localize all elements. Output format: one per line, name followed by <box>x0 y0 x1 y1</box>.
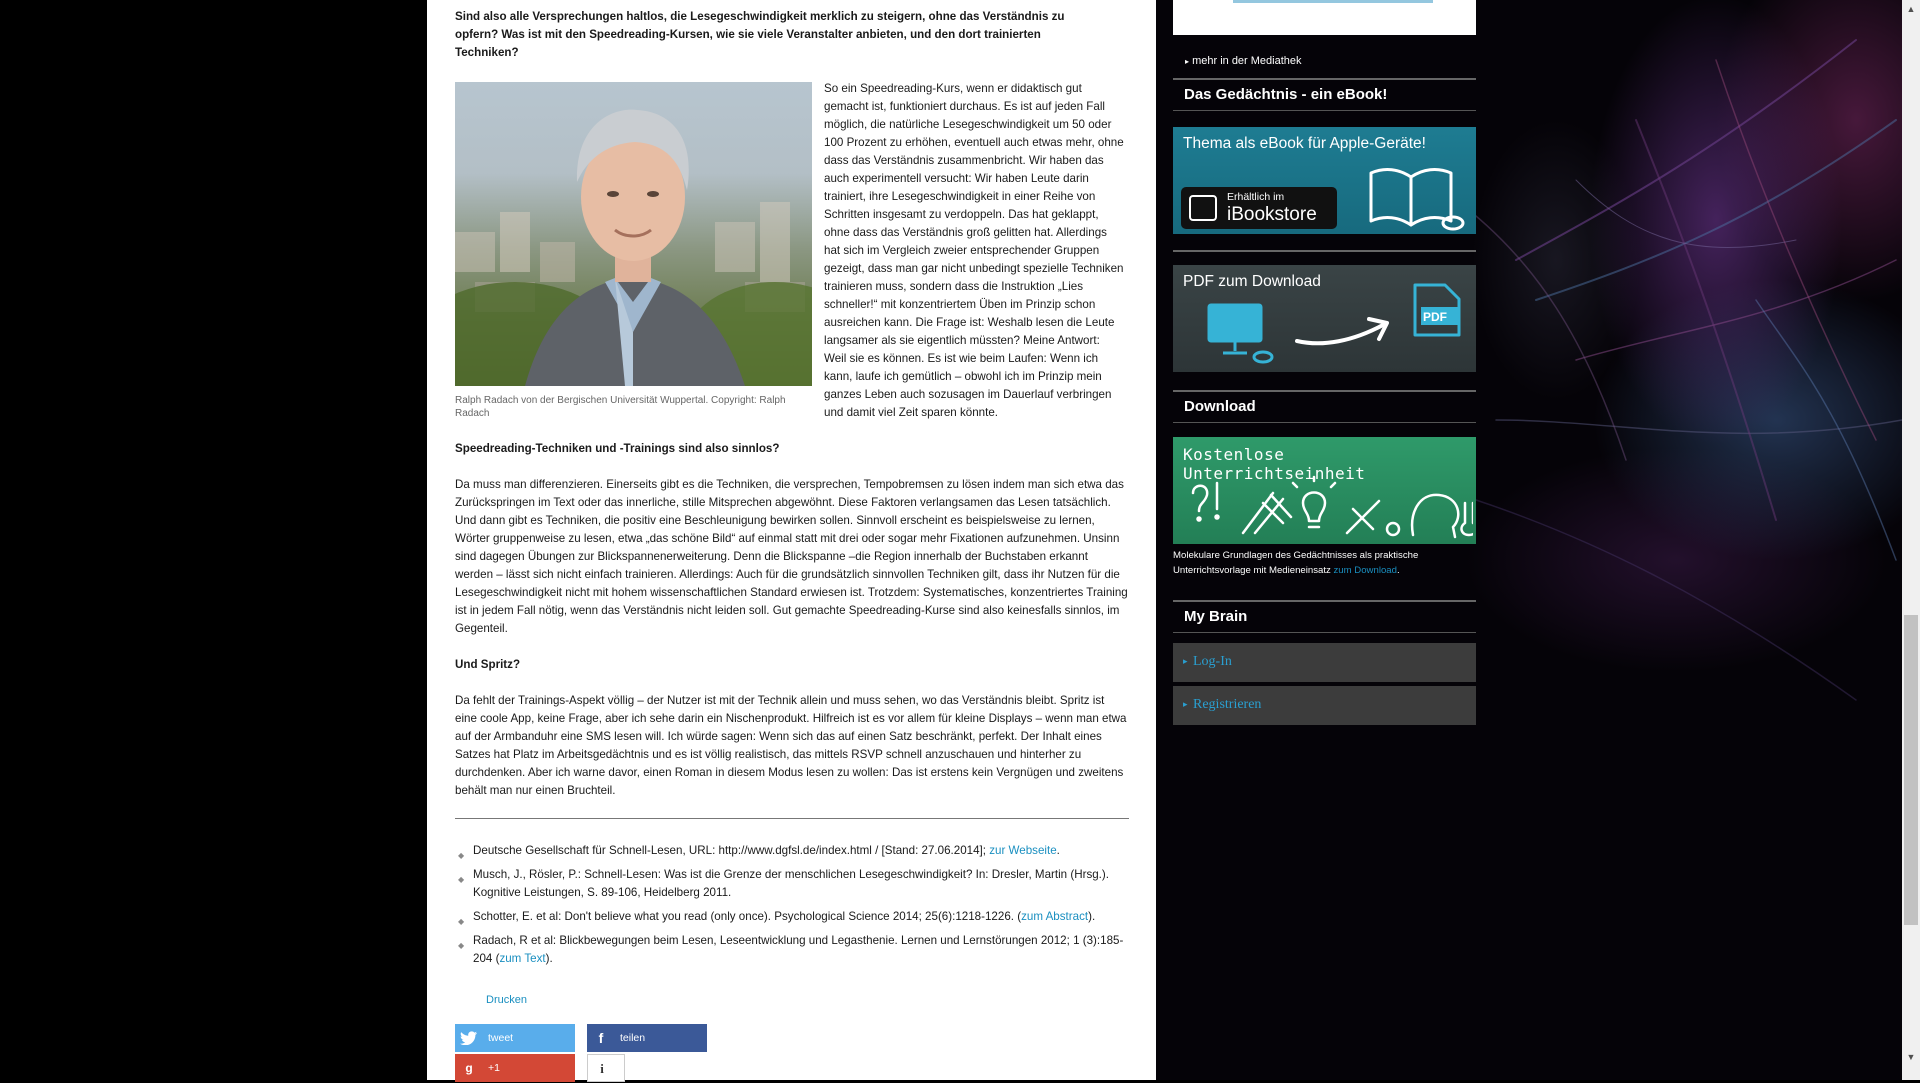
monitor-icon <box>1205 301 1275 365</box>
reference-text: Musch, J., Rösler, P.: Schnell-Lesen: Was ist die Grenze der menschlichen Lesegeschwindigkeit? In: Dresler, Martin (Hrsg.). Kognitive Leistungen, S. 89-106, Heidelberg 2011. <box>473 868 1109 899</box>
ibookstore-badge <box>1181 187 1337 229</box>
share-label: teilen <box>620 1032 646 1044</box>
bullet-icon: ◆ <box>458 875 465 884</box>
media-teaser-box <box>1173 0 1476 35</box>
reference-link[interactable]: zur Webseite <box>989 844 1057 857</box>
login-link[interactable] <box>1173 643 1476 682</box>
section-divider <box>1173 390 1476 392</box>
article-column <box>427 0 1156 1080</box>
scrollbar-thumb[interactable] <box>1904 615 1918 925</box>
ibookstore-big: iBookstore <box>1227 204 1317 225</box>
author-photo <box>455 82 812 386</box>
arrow-right-icon: ▸ <box>1183 656 1188 666</box>
ebook-banner-title: Thema als eBook für Apple-Geräte! <box>1183 135 1426 152</box>
answer-1: So ein Speedreading-Kurs, wenn er didaktisch gut gemacht ist, funktioniert durchaus. Es ist auf jeden Fall möglich, die natürliche Lesegeschwindigkeit um 50 oder 100 Prozent zu erhöhen, eventuell auch etwas mehr, ohne dass das Verständnis zusammenbricht. Wir haben das auch experimentell versucht: Wir haben Leute darin trainiert, ihre Lesegeschwindigkeit in einer Reihe von Schritten insgesamt zu verdoppeln. Das hat geklappt, ohne dass das Verständnis groß gelitten hat. Allerdings hat sich im Vergleich zweier entsprechender Gruppen gezeigt, dass man gar nicht unbedingt spezielle Techniken trainieren muss, sondern dass die Instruktion „Lies schneller!“ mit konzentriertem Üben im Prinzip schon ausreichen kann. Die Frage ist: Weshalb lesen die Leute langsamer als sie eigentlich müssten? Meine Antwort: Weil sie es können. Es ist wie beim Laufen: Wenn ich kann, laufe ich gemütlich – obwohl ich im Prinzip mein ganzes Leben auch sozusagen im Dauerlauf verbringen und damit viel Zeit sparen könnte. <box>824 82 1124 419</box>
reference-text: Deutsche Gesellschaft für Schnell-Lesen, URL: http://www.dgfsl.de/index.html / [Stand: 27.06.2014]; <box>473 844 990 857</box>
unterricht-caption-suffix: . <box>1396 565 1400 576</box>
book-icon <box>1189 195 1217 221</box>
scroll-down-icon[interactable]: ▼ <box>1906 1051 1916 1062</box>
ebook-heading: Das Gedächtnis - ein eBook! <box>1184 86 1388 103</box>
ebook-banner[interactable] <box>1173 127 1476 234</box>
reference-text: Schotter, E. et al: Don't believe what you read (only once). Psychological Science 2014; 25(6):1218-1226. ( <box>473 910 1022 923</box>
list-item <box>455 842 1129 860</box>
pdf-badge-text: PDF <box>1423 310 1447 324</box>
references-divider <box>455 818 1129 819</box>
facebook-share-button[interactable] <box>587 1024 707 1052</box>
plusone-label: +1 <box>488 1062 500 1074</box>
register-label: Registrieren <box>1193 697 1262 712</box>
tweet-button[interactable] <box>455 1024 575 1052</box>
google-plus-button[interactable] <box>455 1054 575 1082</box>
vertical-scrollbar[interactable] <box>1902 0 1920 1080</box>
list-item <box>455 908 1129 926</box>
unterricht-caption <box>1173 548 1476 578</box>
arrow-icon <box>1293 311 1393 351</box>
arrow-right-icon: ▸ <box>1183 699 1188 709</box>
section-divider <box>1173 110 1476 111</box>
question-1: Sind also alle Versprechungen haltlos, die Lesegeschwindigkeit merklich zu steigern, ohne das Verständnis zu opfern? Was ist mit den Speedreading-Kursen, wie sie viele Veranstalter anbieten, und den dort trainierten Techniken? <box>455 10 1065 59</box>
twitter-bird-icon <box>455 1024 483 1052</box>
open-book-icon <box>1363 163 1469 233</box>
answer-2: Da muss man differenzieren. Einerseits gibt es die Techniken, die versprechen, Tempobremsen zu lösen indem man sich etwa das Zurückspringen im Text oder das innerliche, stille Mitsprechen abgewöhnt. Diese Faktoren verlangsamen das Lesen tatsächlich. Und dann gibt es Techniken, die positiv eine Beschleunigung bewirken sollen. Sinnvoll erscheint es beispielsweise zu lernen, Wörter gruppenweise zu lesen, etwa „das schöne Bild“ auf einmal statt mit drei oder sogar mehr Fixationen aufzunehmen. Unsinn sind dagegen Übungen zur Blickspannenerweiterung. Denn die Blickspanne –die Region innerhalb der Buchstaben erkannt werden – lässt sich nicht einfach trainieren. Allerdings: Auch für die grundsätzlich sinnvollen Techniken gilt, dass ihr Nutzen für die Lesegeschwindigkeit nicht mit hohem wissenschaftlichen Standard erwiesen ist. Trotzdem: Systematisches, konzentriertes Training ist in jedem Fall nötig, wenn das Verständnis nicht leiden soll. Gut gemachte Speedreading-Kurse sind also keinesfalls sinnlos, im Gegenteil. <box>455 478 1128 635</box>
mediathek-link[interactable] <box>1185 55 1302 67</box>
question-2: Speedreading-Techniken und -Trainings sind also sinnlos? <box>455 442 780 455</box>
bullet-icon: ◆ <box>458 941 465 950</box>
register-link[interactable] <box>1173 686 1476 725</box>
bullet-icon: ◆ <box>458 917 465 926</box>
social-info-button[interactable] <box>587 1054 625 1082</box>
section-divider <box>1173 632 1476 633</box>
pdf-banner-title: PDF zum Download <box>1183 273 1321 290</box>
reference-suffix: . <box>1056 844 1060 857</box>
unterricht-download-link[interactable]: zum Download <box>1333 565 1397 576</box>
section-divider <box>1173 600 1476 602</box>
question-3: Und Spritz? <box>455 658 521 671</box>
list-item <box>455 932 1129 968</box>
bullet-icon: ◆ <box>458 851 465 860</box>
reference-link[interactable]: zum Text <box>499 952 546 965</box>
section-divider <box>1173 78 1476 80</box>
google-plus-icon: g <box>465 1061 473 1075</box>
tweet-label: tweet <box>488 1032 514 1044</box>
login-label: Log-In <box>1193 654 1232 669</box>
section-divider <box>1173 422 1476 423</box>
photo-caption: Ralph Radach von der Bergischen Universität Wuppertal. Copyright: Ralph Radach <box>455 395 786 419</box>
info-icon: i <box>600 1061 604 1076</box>
reference-list <box>455 842 1129 974</box>
reference-text: Radach, R et al: Blickbewegungen beim Lesen, Leseentwicklung und Legasthenie. Lernen und Lernstörungen 2012; 1 (3):185-204 ( <box>473 934 1124 965</box>
author-figure <box>455 82 812 420</box>
reference-suffix: ). <box>545 952 553 965</box>
list-item <box>455 866 1129 902</box>
reference-suffix: ). <box>1088 910 1096 923</box>
answer-3: Da fehlt der Trainings-Aspekt völlig – der Nutzer ist mit der Technik allein und muss sehen, wo das Verständnis bleibt. Spritz ist eine coole App, keine Frage, aber ich sehe darin ein Nischenprodukt. Hilfreich ist es vor allem für kleine Displays – wenn man etwa auf der Armbanduhr eine SMS lesen will. Ich würde sagen: Wenn sich das auf einen Satz beschränkt, perfekt. Der Inhalt eines Satzes hat Platz im Arbeitsgedächtnis und es ist völlig realistisch, das mittels RSVP schnell anzuschauen und hinterher zu durchdenken. Aber ich warne davor, einen Roman in diesem Modus lesen zu wollen: Das ist erstens kein Vergnügen und zweitens behält man nur einen Bruchteil. <box>455 694 1127 797</box>
ibookstore-small: Erhältlich im <box>1227 191 1285 203</box>
scroll-up-icon[interactable]: ▲ <box>1906 3 1916 14</box>
pdf-download-banner[interactable] <box>1173 265 1476 372</box>
download-heading: Download <box>1184 398 1256 415</box>
arrow-right-icon: ▸ <box>1185 57 1190 66</box>
reference-link[interactable]: zum Abstract <box>1021 910 1089 923</box>
unter-banner-title: Kostenlose Unterrichtseinheit <box>1183 445 1366 483</box>
facebook-icon: f <box>598 1030 604 1046</box>
section-divider <box>1173 250 1476 252</box>
unterricht-caption-text: Molekulare Grundlagen des Gedächtnisses als praktische Unterrichtsvorlage mit Medieneinsatz <box>1173 550 1419 576</box>
chalk-doodles-icon <box>1183 473 1473 543</box>
mediathek-label: mehr in der Mediathek <box>1192 55 1302 67</box>
unterrichtseinheit-banner[interactable] <box>1173 437 1476 544</box>
mybrain-heading: My Brain <box>1184 608 1248 625</box>
print-link[interactable]: Drucken <box>486 994 527 1006</box>
